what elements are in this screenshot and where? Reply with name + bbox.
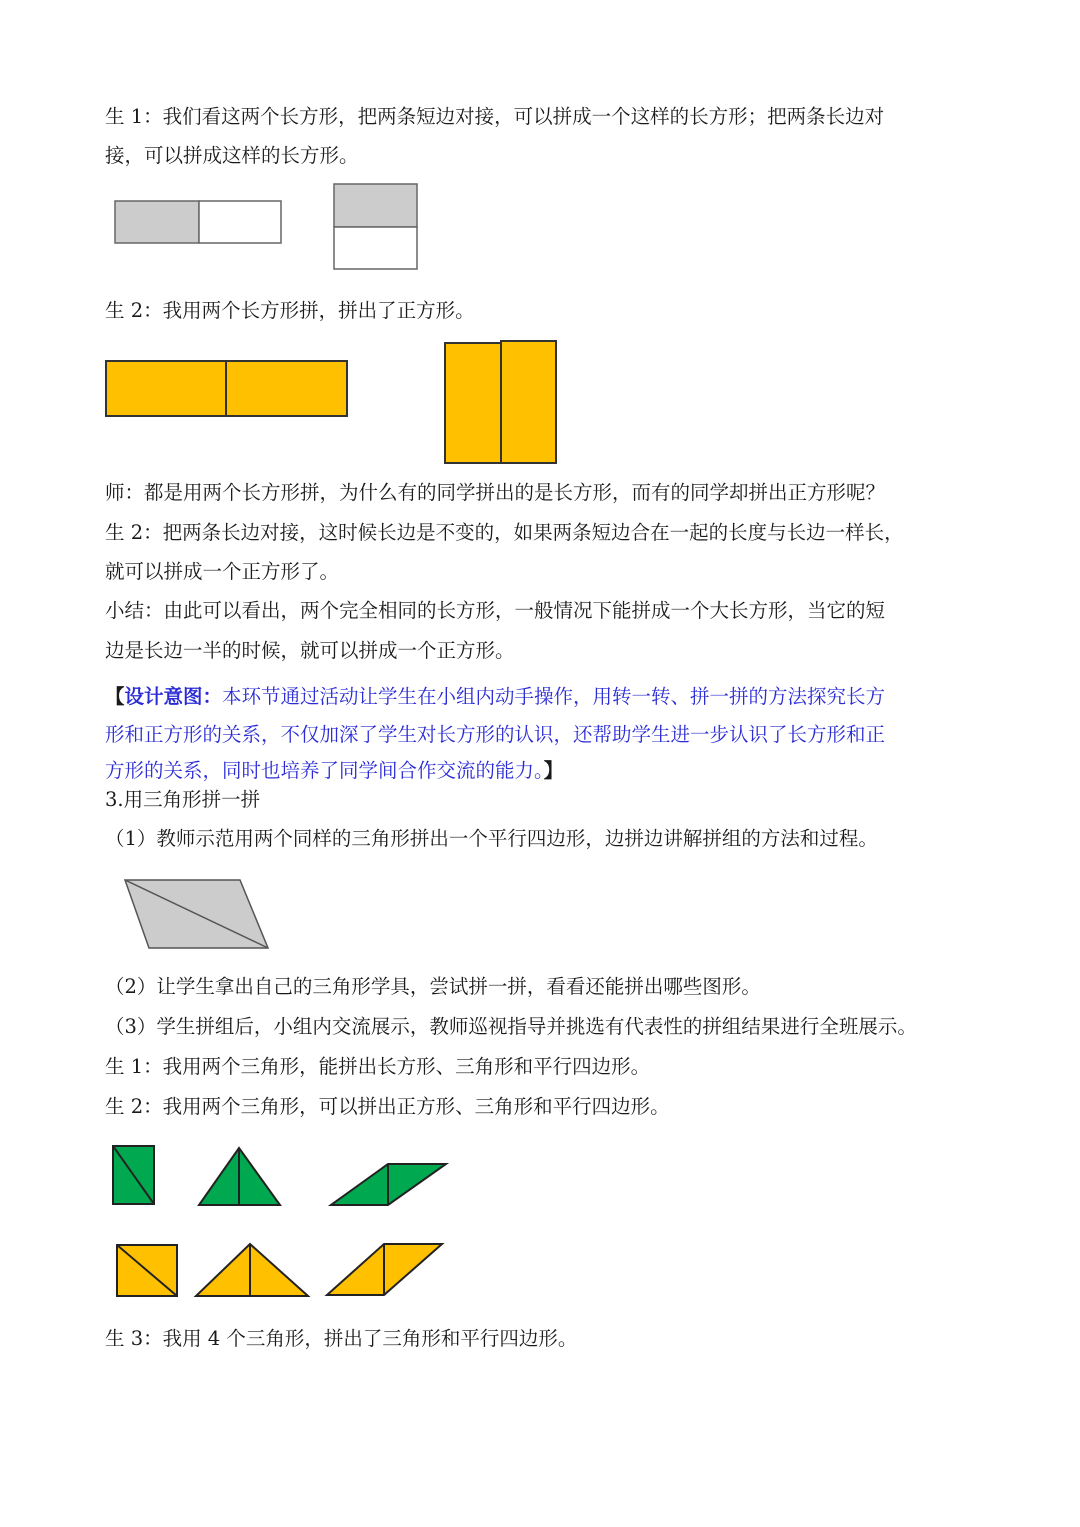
- figure-orange-parallelogram: [324, 1240, 448, 1298]
- section3-step1: （1）教师示范用两个同样的三角形拼出一个平行四边形，边拼边讲解拼组的方法和过程。: [105, 827, 878, 850]
- figure-orange-square-triangles: [113, 1242, 181, 1300]
- design-intent-text1: 本环节通过活动让学生在小组内动手操作，用转一转、拼一拼的方法探究长方: [222, 685, 886, 708]
- figure-orange-long-rect: [100, 355, 355, 423]
- section3-student2: 生 2：我用两个三角形，可以拼出正方形、三角形和平行四边形。: [105, 1095, 670, 1118]
- figure-rect-long-side: [330, 180, 422, 275]
- section3-heading: 3.用三角形拼一拼: [105, 788, 261, 811]
- figure-orange-square: [440, 338, 565, 468]
- student2-line1: 生 2：把两条长边对接，这时候长边是不变的，如果两条短边合在一起的长度与长边一样长，: [105, 521, 904, 544]
- student2-rect-line: 生 2：我用两个长方形拼，拼出了正方形。: [105, 299, 475, 322]
- design-intent-line1: [105, 678, 985, 716]
- figure-orange-triangle: [192, 1240, 314, 1300]
- figure-green-rectangle: [110, 1143, 160, 1209]
- section3-student1: 生 1：我用两个三角形，能拼出长方形、三角形和平行四边形。: [105, 1055, 651, 1078]
- figure-green-parallelogram: [328, 1160, 452, 1210]
- figure-rect-short-side: [110, 180, 290, 250]
- design-open-bracket: 【: [105, 685, 125, 708]
- design-intent-label: 设计意图：: [124, 685, 223, 708]
- student1-line1: 生 1：我们看这两个长方形，把两条短边对接，可以拼成一个这样的长方形；把两条长边对: [105, 105, 885, 128]
- design-intent-text3: 方形的关系，同时也培养了同学间合作交流的能力。: [105, 759, 544, 782]
- student1-line2: 接，可以拼成这样的长方形。: [105, 144, 359, 167]
- summary-line2: 边是长边一半的时候，就可以拼成一个正方形。: [105, 639, 515, 662]
- figure-green-triangle: [196, 1145, 286, 1209]
- student2-line2: 就可以拼成一个正方形了。: [105, 560, 340, 583]
- summary-line1: 小结：由此可以看出，两个完全相同的长方形，一般情况下能拼成一个大长方形，当它的短: [105, 599, 886, 622]
- figure-gray-parallelogram: [118, 875, 278, 955]
- design-close-bracket: 】: [543, 759, 564, 782]
- section3-step2: （2）让学生拿出自己的三角形学具，尝试拼一拼，看看还能拼出哪些图形。: [105, 975, 761, 998]
- section3-student3: 生 3：我用 4 个三角形，拼出了三角形和平行四边形。: [105, 1327, 578, 1350]
- design-intent-line2: 形和正方形的关系，不仅加深了学生对长方形的认识，还帮助学生进一步认识了长方形和正: [105, 723, 886, 746]
- section3-step3: （3）学生拼组后，小组内交流展示，教师巡视指导并挑选有代表性的拼组结果进行全班展示。: [105, 1015, 917, 1038]
- teacher-question: 师：都是用两个长方形拼，为什么有的同学拼出的是长方形，而有的同学却拼出正方形呢？: [105, 481, 886, 504]
